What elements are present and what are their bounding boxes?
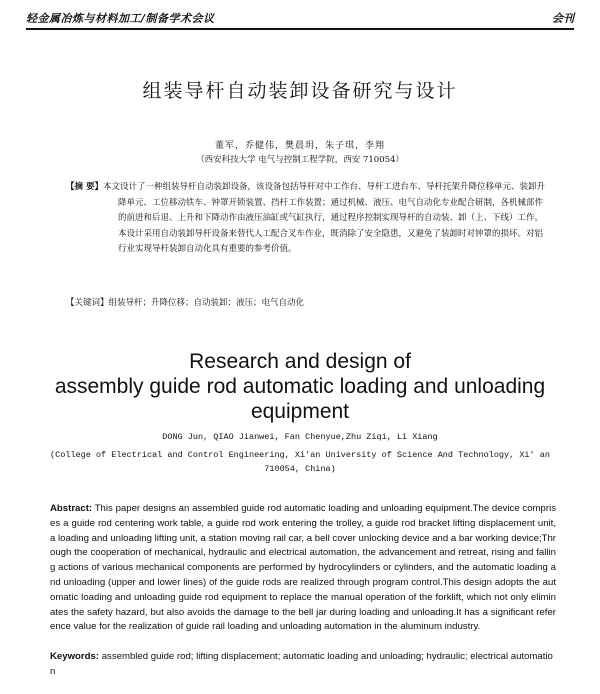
english-authors: DONG Jun, QIAO Jianwei, Fan Chenyue,Zhu Ziqi, Li Xiang (162, 432, 438, 442)
header-divider (26, 28, 574, 30)
chinese-abstract-label: 【摘 要】 (66, 182, 103, 192)
chinese-affiliation: （西安科技大学 电气与控制工程学院，西安 710054） (196, 155, 404, 165)
header-conference-title: 轻金属冶炼与材料加工/制备学术会议 (26, 12, 215, 25)
running-header (26, 10, 574, 28)
english-abstract-text: This paper designs an assembled guide rod automatic loading and unloading equipment.The device comprises a guide rod centering work table, a guide rod work entering the trolley, a guide rod bracket lifting displacement unit, a loading and unloading lifting unit, a station moving rail car, a bell cover unlocking device and a bar working device;Through the cooperation of mechanical, hydraulic and electrical automation, the advancement and retreat, rising and falling actions of various mechanical components are performed by hydrocylinders or cylinders, and the automatic loading and unloading (upper and lower lines) of the guide rods are realized through program control.This design adopts the automatic loading and unloading guide rod equipment to replace the manual operation of the forklift, which not only eliminates the safety hazard, but also avoids the damage to the bell jar during loading and unloading.It has a significant reference value for the realization of guide rail loading and unloading automation in the aluminum industry. (50, 503, 556, 633)
english-abstract-label: Abstract: (50, 503, 93, 514)
english-title (0, 349, 600, 424)
chinese-keywords-label: 【关键词】 (66, 298, 109, 308)
chinese-keywords (66, 296, 548, 308)
english-abstract (50, 502, 556, 635)
chinese-keywords-text: 组装导杆；升降位移；自动装卸；液压；电气自动化 (108, 298, 305, 308)
english-keywords-label: Keywords: (50, 651, 100, 662)
english-affiliation: (College of Electrical and Control Engineering, Xi'an University of Science And Technology, Xi' an 710054, China) (50, 450, 550, 474)
chinese-abstract-text: 本文设计了一种组装导杆自动装卸设备，该设备包括导杆对中工作台、导杆工进台车、导杆托架升降位移单元、装卸升降单元、工位移动铁车、钟罩开锁装置、挡杆工作装置；通过机械、液压、电气自动化专业配合研制，各机械部件的前进和后退、上升和下降动作由液压油缸或气缸执行，通过程序控制实现导杆的自动装、卸（上、下线）工作。本设计采用自动装卸导杆设备来替代人工配合叉车作业，既消除了安全隐患，又避免了装卸时对钟罩的损坏。对铝行业实现导杆装卸自动化具有重要的参考价值。 (102, 182, 545, 255)
chinese-abstract (66, 180, 548, 258)
chinese-title: 组装导杆自动装卸设备研究与设计 (142, 80, 458, 102)
chinese-authors: 董军，乔健伟，樊晨玥，朱子琪，李翔 (214, 141, 385, 151)
english-title-line-3: equipment (250, 400, 350, 423)
english-title-line-1: Research and design of (189, 350, 411, 373)
header-proceedings-label: 会刊 (552, 12, 574, 25)
english-keywords-text: assembled guide rod; lifting displacement; automatic loading and unloading; hydraulic; electrical automation (50, 651, 553, 677)
english-keywords (50, 650, 556, 680)
english-title-line-2: assembly guide rod automatic loading and unloading (54, 375, 546, 398)
